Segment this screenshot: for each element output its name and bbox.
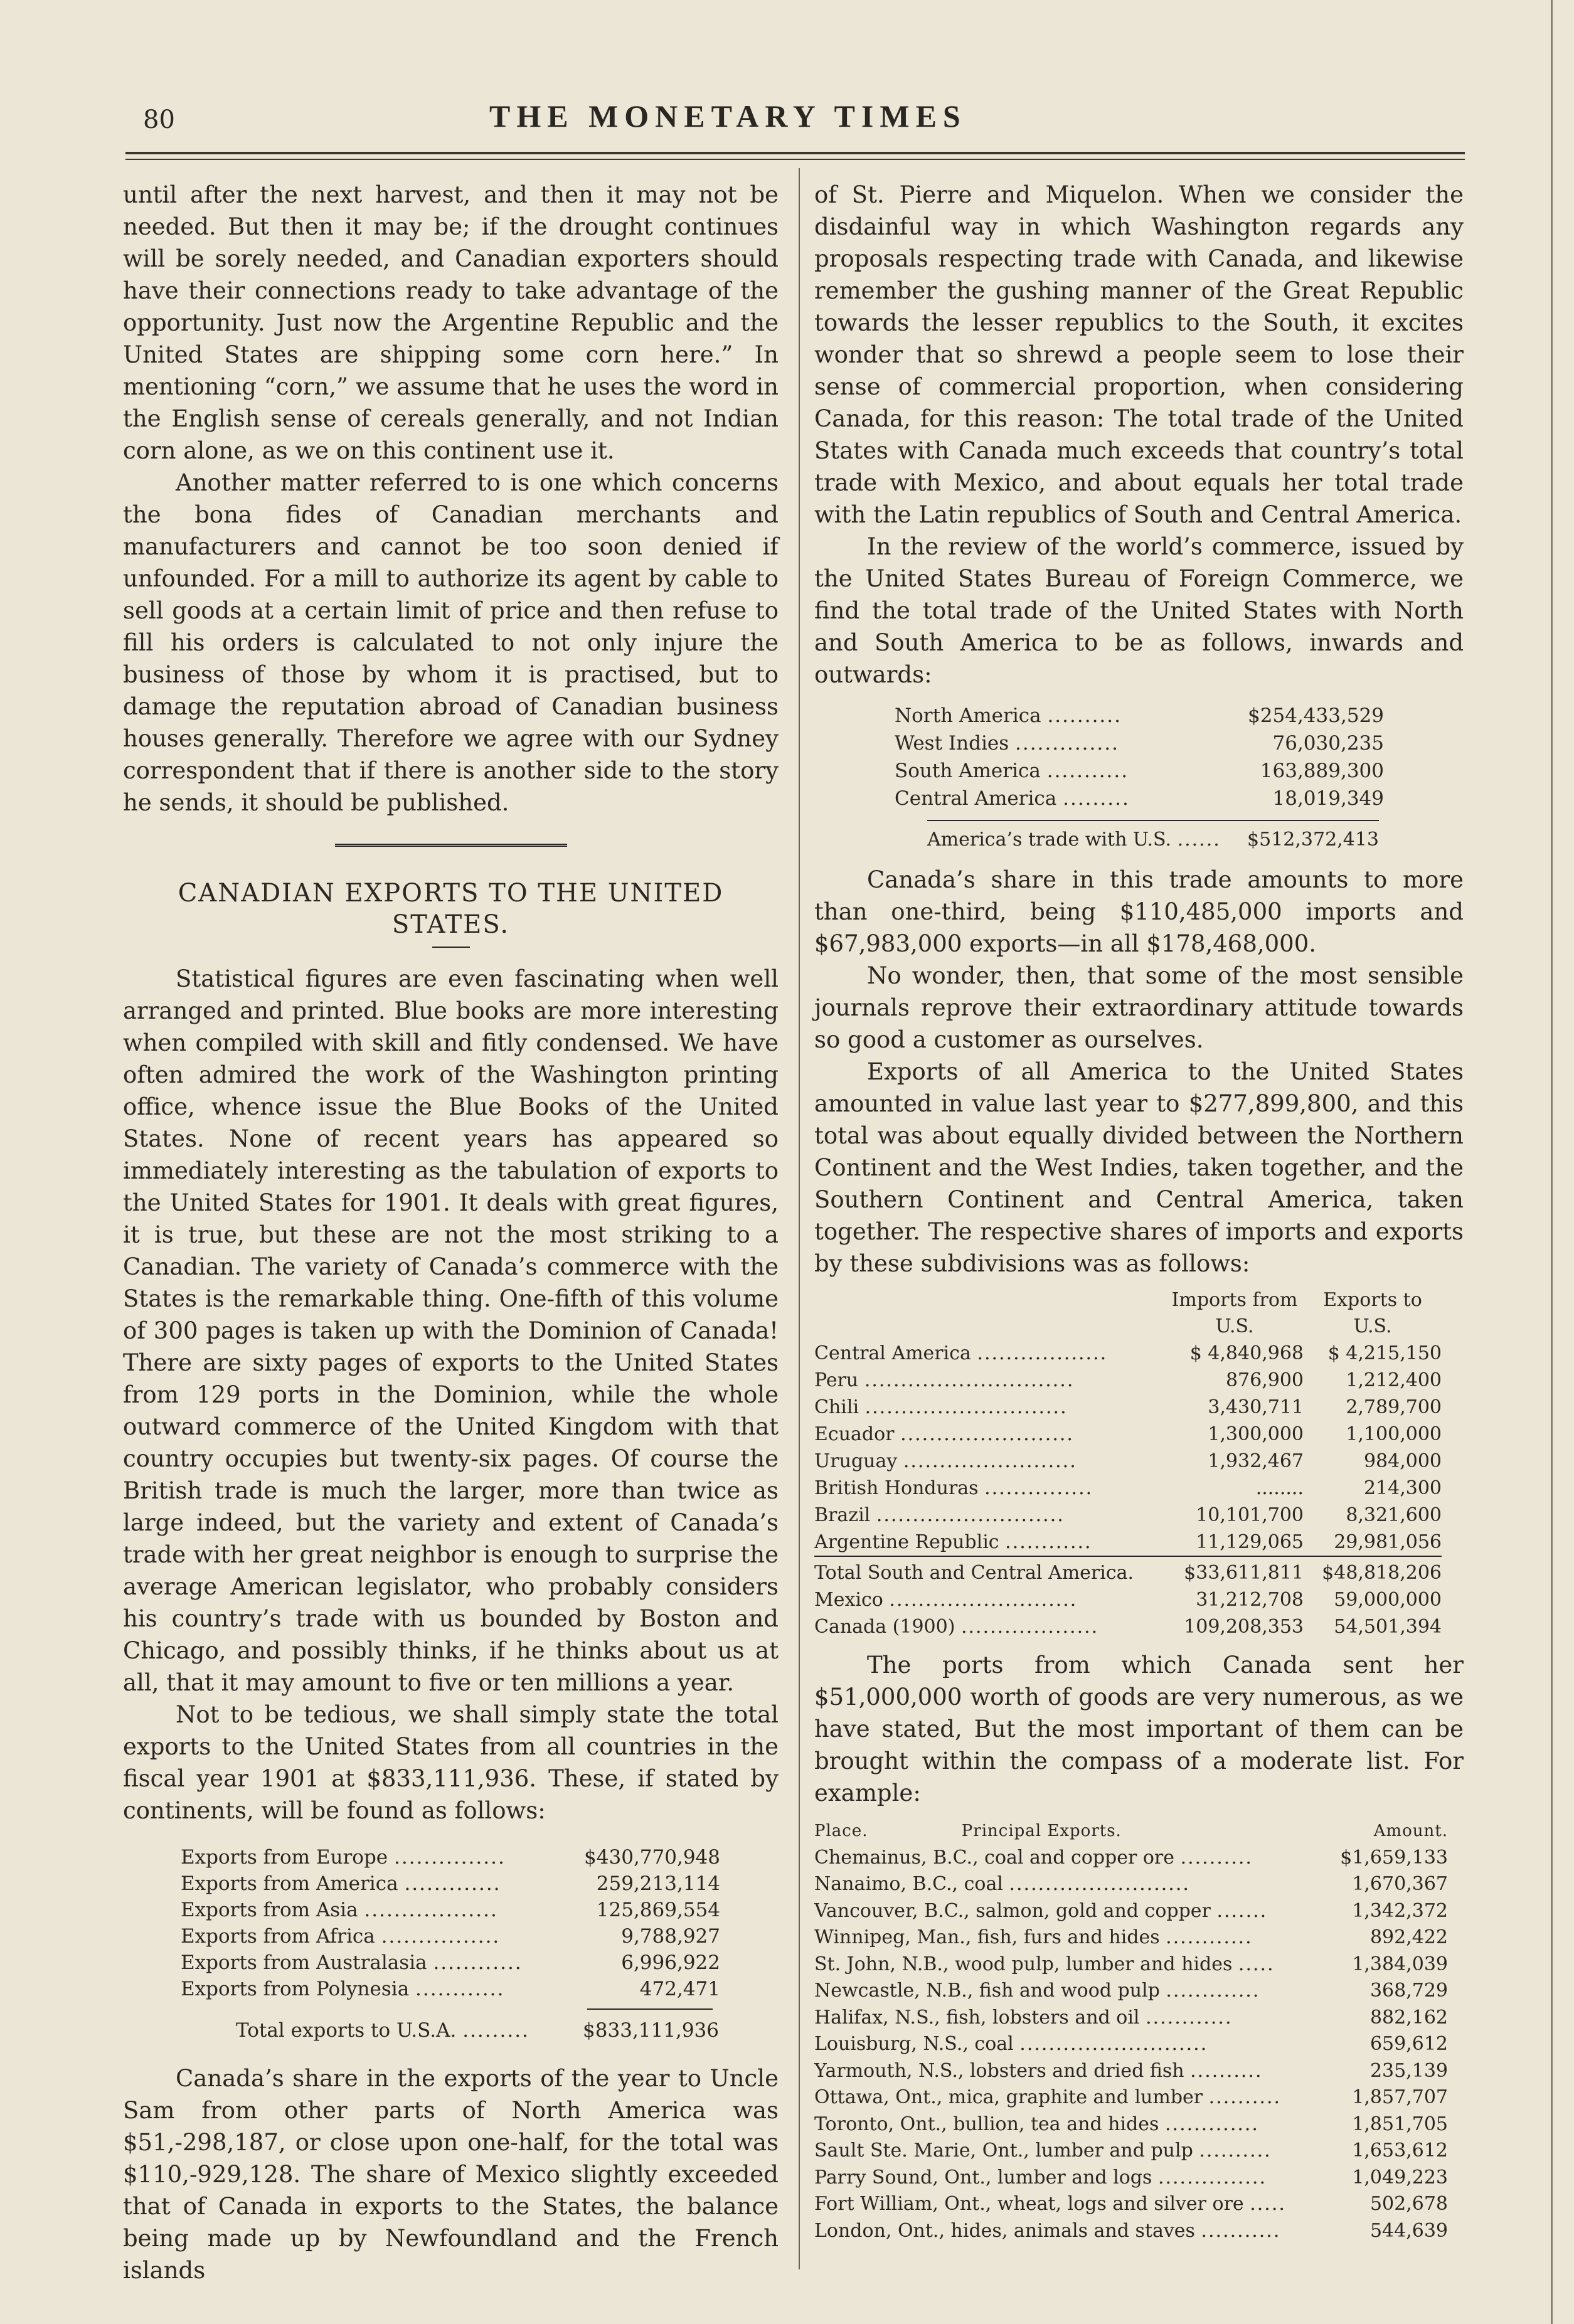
imports-value: 31,212,708: [1196, 1589, 1304, 1611]
port-amount: 368,729: [1369, 1980, 1448, 2002]
table-row: [814, 1448, 1442, 1475]
table-row: [814, 1475, 1442, 1502]
exports-value: 214,300: [1363, 1477, 1442, 1499]
row-amount: 125,869,554: [596, 1899, 720, 1921]
exports-value: 59,000,000: [1334, 1589, 1442, 1611]
table-row: [814, 1394, 1442, 1421]
port-amount: 1,653,612: [1352, 2140, 1448, 2162]
port-amount: 1,342,372: [1352, 1899, 1448, 1922]
port-place: Chemainus, B.C., coal and copper ore ..........: [814, 1846, 1253, 1869]
row-label: Exports from Africa ................: [181, 1925, 501, 1948]
continent-exports-table: [181, 1844, 720, 2002]
port-place: Fort William, Ont., wheat, logs and silver ore .....: [814, 2193, 1286, 2215]
imports-value: 11,129,065: [1196, 1531, 1304, 1553]
imports-value: 876,900: [1225, 1369, 1304, 1391]
table-row: [814, 2005, 1448, 2032]
table-row: [181, 1950, 720, 1976]
port-place: Louisburg, N.S., coal ..........................: [814, 2033, 1208, 2055]
row-label: Exports from Australasia ............: [181, 1951, 523, 1974]
country-name: Chili ............................: [814, 1396, 1068, 1418]
paragraph: of St. Pierre and Miquelon. When we consider the disdainful way in which Washington regards any proposals respecting trade with Canada, and likewise remember the gushing manner of the Great Republic towards the lesser republics to the South, it excites wonder that so shrewd a people seem to lose their sense of commercial proportion, when considering Canada, for this reason: The total trade of the United States with Canada much exceeds that country’s total trade with Mexico, and about equals her total trade with the Latin republics of South and Central America.: [814, 181, 1464, 528]
table-row: [814, 1586, 1442, 1613]
table-row: [895, 730, 1384, 757]
table-row: [814, 1340, 1442, 1367]
row-amount: 76,030,235: [1272, 732, 1384, 755]
exports-value: 984,000: [1363, 1450, 1442, 1472]
country-name: Brazil ..........................: [814, 1504, 1065, 1526]
port-place: Ottawa, Ont., mica, graphite and lumber ..........: [814, 2086, 1282, 2108]
table-row: [814, 1556, 1442, 1586]
column-divider: [799, 168, 800, 2269]
exports-value: 1,212,400: [1346, 1369, 1442, 1391]
port-amount: 892,422: [1369, 1926, 1448, 1948]
exports-value: 54,501,394: [1334, 1616, 1442, 1638]
row-label: Exports from Polynesia ............: [181, 1978, 505, 2000]
row-amount: 259,213,114: [596, 1872, 720, 1895]
row-label: West Indies ..............: [895, 732, 1119, 755]
table-row: [814, 1529, 1442, 1556]
port-place: Winnipeg, Man., fish, furs and hides ............: [814, 1926, 1253, 1948]
port-amount: 235,139: [1369, 2059, 1448, 2082]
port-amount: 1,851,705: [1352, 2113, 1448, 2135]
page-edge: [1551, 0, 1553, 2324]
total-label: America’s trade with U.S. ......: [927, 829, 1221, 851]
imports-value: $ 4,840,968: [1189, 1342, 1304, 1364]
row-amount: $430,770,948: [584, 1846, 720, 1869]
section-divider: [335, 844, 567, 850]
port-amount: 502,678: [1369, 2193, 1448, 2215]
paragraph: In the review of the world’s commerce, issued by the United States Bureau of Foreign Commerce, we find the total trade of the United States with North and South America to be as follows, inwards and outwards:: [814, 533, 1464, 688]
row-amount: $254,433,529: [1248, 704, 1384, 727]
total-label: Total exports to U.S.A. .........: [236, 2019, 529, 2042]
exports-value: 29,981,056: [1334, 1531, 1442, 1553]
row-label: South America ...........: [895, 760, 1129, 782]
sum-rule: [587, 2008, 713, 2010]
table-row: [814, 2031, 1448, 2058]
country-name: Peru .............................: [814, 1369, 1075, 1391]
table-row: [814, 2191, 1448, 2218]
table-row: [181, 1923, 720, 1950]
paragraph: Statistical figures are even fascinating when well arranged and printed. Blue books are more interesting when compiled with skill and fitly condensed. We have often admired the work of the Washington printing office, whence issue the Blue Books of the United States. None of recent years has appeared so immediately interesting as the tabulation of exports to the United States for 1901. It deals with great figures, it is true, but these are not the most striking to a Canadian. The variety of Canada’s commerce with the States is the remarkable thing. One-fifth of this volume of 300 pages is taken up with the Dominion of Canada! There are sixty pages of exports to the United States from 129 ports in the Dominion, while the whole outward commerce of the United Kingdom with that country occupies but twenty-six pages. Of course the British trade is much the larger, more than twice as large indeed, but the variety and extent of Canada’s trade with her great neighbor is enough to surprise the average American legislator, who probably considers his country’s trade with us bounded by Boston and Chicago, and possibly thinks, if he thinks about us at all, that it may amount to five or ten millions a year.: [123, 965, 779, 1696]
port-place: Newcastle, N.B., fish and wood pulp .............: [814, 1980, 1260, 2002]
port-place: St. John, N.B., wood pulp, lumber and hides .....: [814, 1953, 1275, 1975]
table-row: [814, 2218, 1448, 2245]
masthead-title: THE MONETARY TIMES: [489, 98, 967, 134]
row-label: Exports from Asia ..................: [181, 1899, 498, 1921]
table-row: [895, 702, 1384, 730]
column-header-amount: Amount.: [1373, 1822, 1448, 1840]
imports-exports-table: [814, 1287, 1442, 1640]
port-amount: 659,612: [1369, 2033, 1448, 2055]
table-row: [814, 1502, 1442, 1529]
table-row: [895, 757, 1384, 785]
country-name: Ecuador ........................: [814, 1423, 1074, 1445]
table-row: [181, 1844, 720, 1870]
port-place: Vancouver, B.C., salmon, gold and copper .......: [814, 1899, 1268, 1922]
imports-value: 3,430,711: [1208, 1396, 1304, 1418]
port-place: Parry Sound, Ont., lumber and logs ...............: [814, 2166, 1267, 2189]
table-row: [814, 2111, 1448, 2138]
row-amount: 18,019,349: [1272, 787, 1384, 810]
port-place: Toronto, Ont., bullion, tea and hides .............: [814, 2113, 1259, 2135]
port-place: Yarmouth, N.S., lobsters and dried fish ..........: [814, 2059, 1263, 2082]
exports-value: $48,818,206: [1304, 1556, 1442, 1586]
imports-value: $33,611,811: [1166, 1556, 1304, 1586]
paragraph: Not to be tedious, we shall simply state the total exports to the United States from all countries in the fiscal year 1901 at $833,111,936. These, if stated by continents, will be found as follows:: [123, 1701, 779, 1824]
table-row: [814, 2058, 1448, 2085]
imports-value: 1,300,000: [1208, 1423, 1304, 1445]
port-amount: 1,670,367: [1352, 1873, 1448, 1895]
port-amount: 544,639: [1369, 2219, 1448, 2242]
canadian-ports-table: [814, 1818, 1448, 2244]
country-name: Total South and Central America.: [814, 1556, 1166, 1586]
imports-value: 10,101,700: [1196, 1504, 1304, 1526]
table-row: [181, 1897, 720, 1923]
port-place: Nanaimo, B.C., coal .........................: [814, 1873, 1190, 1895]
row-amount: 163,889,300: [1260, 760, 1384, 782]
header-rule: [125, 152, 1465, 154]
column-header-place: Place. Principal Exports.: [814, 1822, 1122, 1840]
column-header-exports: Exports to U.S.: [1323, 1289, 1422, 1337]
table-row: [814, 1613, 1442, 1640]
column-header-imports: Imports from U.S.: [1171, 1289, 1298, 1337]
table-row: [814, 2084, 1448, 2111]
country-name: Central America ..................: [814, 1342, 1108, 1364]
left-column: [123, 179, 779, 2286]
page-number: 80: [143, 105, 175, 134]
column-header-exports: Principal Exports.: [961, 1822, 1122, 1840]
paragraph: Canada’s share in the exports of the year to Uncle Sam from other parts of North America was $51,-298,187, or close upon one-half, for the total was $110,-929,128. The share of Mexico slightly exceeded that of Canada in exports to the States, the balance being made up by Newfoundland and the French islands: [123, 2065, 779, 2284]
table-row: [814, 1367, 1442, 1394]
america-trade-table: [895, 702, 1384, 812]
header-rule-thin: [125, 159, 1465, 160]
table-row: [814, 1951, 1448, 1978]
total-row: [927, 820, 1379, 854]
headline-dash: [432, 947, 470, 948]
table-row: [895, 785, 1384, 812]
imports-value: ........: [1255, 1477, 1304, 1499]
table-row: [814, 1924, 1448, 1951]
exports-value: 2,789,700: [1346, 1396, 1442, 1418]
port-amount: 1,857,707: [1352, 2086, 1448, 2108]
paragraph: until after the next harvest, and then it may not be needed. But then it may be; if the drought continues will be sorely needed, and Canadian exporters should have their connections ready to take advantage of the opportunity. Just now the Argentine Republic and the United States are shipping some corn here.” In mentioning “corn,” we assume that he uses the word in the English sense of cereals generally, and not Indian corn alone, as we on this continent use it.: [123, 181, 779, 464]
port-amount: 1,049,223: [1352, 2166, 1448, 2189]
table-row: [181, 1976, 720, 2002]
port-amount: 882,162: [1369, 2006, 1448, 2029]
table-row: [814, 1978, 1448, 2005]
table-row: [814, 2138, 1448, 2165]
paragraph: No wonder, then, that some of the most sensible journals reprove their extraordinary attitude towards so good a customer as ourselves.: [814, 962, 1464, 1053]
row-label: Central America .........: [895, 787, 1130, 810]
country-name: Canada (1900) ...................: [814, 1616, 1099, 1638]
port-place: Halifax, N.S., fish, lobsters and oil ............: [814, 2006, 1233, 2029]
row-label: North America ..........: [895, 704, 1122, 727]
table-header-row: [814, 1818, 1448, 1845]
paragraph: Canada’s share in this trade amounts to more than one-third, being $110,485,000 imports and $67,983,000 exports—in all $178,468,000.: [814, 866, 1464, 957]
port-amount: $1,659,133: [1340, 1846, 1448, 1869]
port-amount: 1,384,039: [1352, 1953, 1448, 1975]
country-name: Mexico ..........................: [814, 1589, 1078, 1611]
imports-value: 1,932,467: [1208, 1450, 1304, 1472]
row-amount: 6,996,922: [621, 1951, 720, 1974]
paragraph: Exports of all America to the United States amounted in value last year to $277,899,800, and this total was about equally divided between the Northern Continent and the West Indies, taken together, and the Southern Continent and Central America, taken together. The respective shares of imports and exports by these subdivisions was as follows:: [814, 1058, 1464, 1277]
country-name: Uruguay ........................: [814, 1450, 1077, 1472]
row-label: Exports from America .............: [181, 1872, 501, 1895]
country-name: Argentine Republic ............: [814, 1531, 1092, 1553]
table-row: [814, 1871, 1448, 1898]
row-amount: 472,471: [639, 1978, 720, 2000]
table-row: [814, 1421, 1442, 1448]
port-place: Sault Ste. Marie, Ont., lumber and pulp ..........: [814, 2140, 1272, 2162]
table-row: [814, 1845, 1448, 1872]
table-row: [181, 1870, 720, 1897]
exports-value: 8,321,600: [1346, 1504, 1442, 1526]
exports-value: 1,100,000: [1346, 1423, 1442, 1445]
port-place: London, Ont., hides, animals and staves ...........: [814, 2219, 1281, 2242]
table-row: [814, 1898, 1448, 1925]
row-amount: 9,788,927: [621, 1925, 720, 1948]
paragraph: The ports from which Canada sent her $51,000,000 worth of goods are very numerous, as we have stated, But the most important of them can be brought within the compass of a moderate list. For example:: [814, 1652, 1464, 1807]
imports-value: 109,208,353: [1184, 1616, 1304, 1638]
country-name: British Honduras ...............: [814, 1477, 1093, 1499]
table-row: [814, 2165, 1448, 2192]
article-headline: CANADIAN EXPORTS TO THE UNITED STATES.: [178, 879, 724, 939]
row-label: Exports from Europe ...............: [181, 1846, 506, 1869]
total-row: [236, 2016, 719, 2045]
table-header-row: [814, 1287, 1442, 1340]
right-column: [814, 179, 1464, 2244]
exports-value: $ 4,215,150: [1327, 1342, 1442, 1364]
paragraph: Another matter referred to is one which concerns the bona fides of Canadian merchants and manufacturers and cannot be too soon denied if unfounded. For a mill to authorize its agent by cable to sell goods at a certain limit of price and then refuse to fill his orders is calculated to not only injure the business of those by whom it is practised, but to damage the reputation abroad of Canadian business houses generally. Therefore we agree with our Sydney correspondent that if there is another side to the story he sends, it should be published.: [123, 469, 779, 816]
total-amount: $833,111,936: [583, 2019, 719, 2042]
total-amount: $512,372,413: [1247, 829, 1379, 851]
